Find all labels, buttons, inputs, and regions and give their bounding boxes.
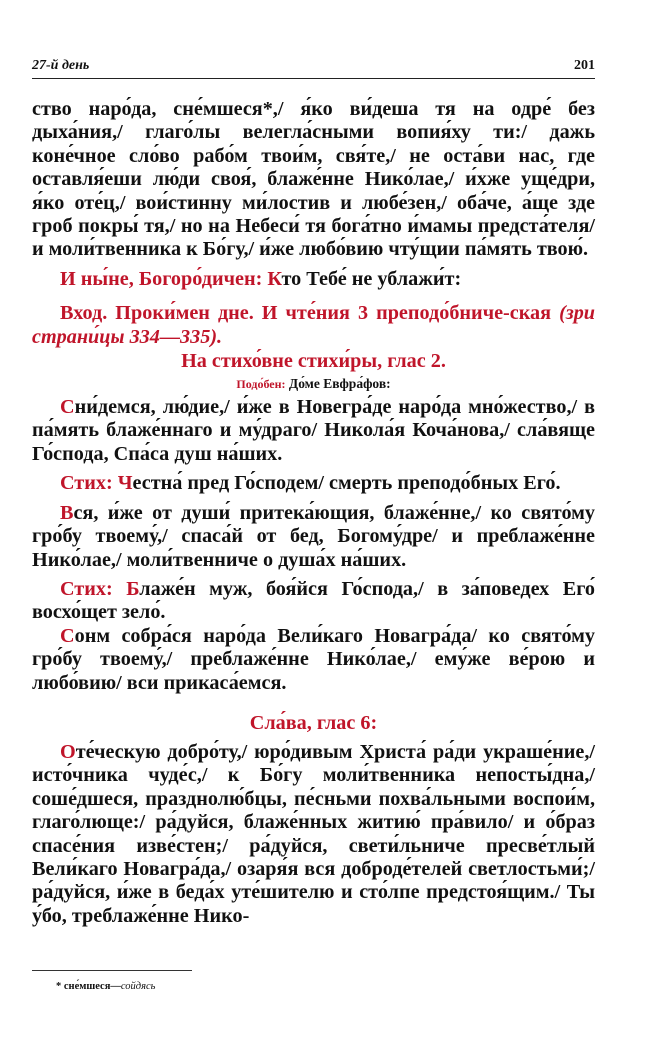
initial-letter: С [60,396,75,419]
vhod-label: Вход. Проки́мен дне. И чте́ния 3 преподо́бниче-ская [60,302,552,325]
initial-letter: В [60,501,74,524]
initial-letter: С [60,624,75,647]
paragraph-1: ство наро́да, сне́мшеся*,/ я́ко ви́деша тя на одре́ без дыха́ния,/ глаго́лы велегла́сными вопия́ху ти:/ дажь коне́чное сло́во рабо́м твои́м, свя́те,/ не оста́ви нас, где оставля́еши лю́ди своя́, блаже́нне Нико́лае,/ и́хже уще́дри, я́ко оте́ц,/ вои́стинну ми́лостив и любе́зен,/ оба́че, а́ще зде гроб покры́ тя,/ но на Небеси́ тя бога́тно и́мамы предста́теля/ и моли́твенника к Бо́гу,/ и́же любо́вию чту́щии па́мять твою́. [32,98,595,261]
podoben-text: До́ме Евфра́фов: [288,376,391,392]
doxastikon [32,741,595,928]
stix-2-label: Стих: Б [60,577,140,600]
sticheron-3 [32,625,595,695]
sticheron-1 [32,396,595,466]
sticheron-2-text: ся, и́же от души́ притека́ющия, блаже́нне,/ ко свято́му гро́бу твоему́,/ спаса́й от бед, Богому́дре/ и преблаже́нне Нико́лае,/ моли́твенниче о душа́х на́ших. [32,501,595,571]
footnote-dash: — [110,981,121,992]
stix-1-text: естна́ пред Го́сподем/ смерть преподо́бных Его́. [132,472,561,495]
podoben-label: Подо́бен: [236,377,286,392]
vhod-reference: (зри страни́цы 334—335). [32,302,596,348]
page-body [32,98,595,928]
footnote-divider [32,970,192,971]
podoben-line [32,375,595,393]
stix-2-text: лаже́н муж, боя́йся Го́спода,/ в за́поведех Его́ восхо́щет зело́. [32,577,595,624]
stix-2 [32,578,595,625]
sticheron-2 [32,502,595,572]
page-header [32,56,595,79]
doxastikon-text: те́ческую добро́ту,/ юро́дивым Христа́ ра́ди украше́ние,/ исто́чника чуде́с,/ к Бо́гу моли́твенника непосты́дна,/ соше́дшеся, празднолю́бцы, пе́сньми похва́льными воспои́м, глаго́люще:/ ра́дуйся, блаже́нных житию́ пра́вило/ и о́браз спасе́ния изве́стен;/ ра́дуйся, свети́льниче пресве́тлый Вели́каго Новагра́да,/ озаря́я вся доброде́телей светлостьми́;/ ра́дуйся, и́же в беда́х уте́шителю и сто́лпе предстоя́щим./ Ты у́бо, треблаже́нне Нико- [32,740,595,927]
running-title: 27-й день [32,58,90,73]
footnote-meaning: сойдясь [120,981,156,992]
bogorodichen-label: И ны́не, Богоро́дичен: К [60,267,282,290]
stix-1 [32,472,595,495]
vhod-rubric [32,302,595,349]
bogorodichen-line [32,268,595,291]
bogorodichen-text: то Тебе́ не ублажи́т: [281,267,462,290]
footnote-word: * сне́мшеся [56,981,111,992]
stix-1-label: Стих: Ч [60,472,133,495]
initial-letter: О [60,740,76,763]
sticheron-3-text: онм собра́ся наро́да Вели́каго Новагра́да/ ко свято́му гро́бу твоему́,/ преблаже́нне Нико́лае,/ ему́же ве́рою и любо́вию/ вси прикаса́емся. [32,624,595,694]
sticheron-1-text: ни́демся, лю́дие,/ и́же в Новегра́де наро́да мно́жество,/ в па́мять блаже́ннаго и му́драго/ Никола́я Коча́нова,/ сла́вяще Го́спода, Спа́са душ на́ших. [32,396,595,465]
slava-heading: Сла́ва, глас 6: [249,711,378,734]
page-number: 201 [574,58,595,73]
stichera-heading: На стихо́вне стихи́ры, глас 2. [181,350,446,373]
footnote [56,981,155,992]
